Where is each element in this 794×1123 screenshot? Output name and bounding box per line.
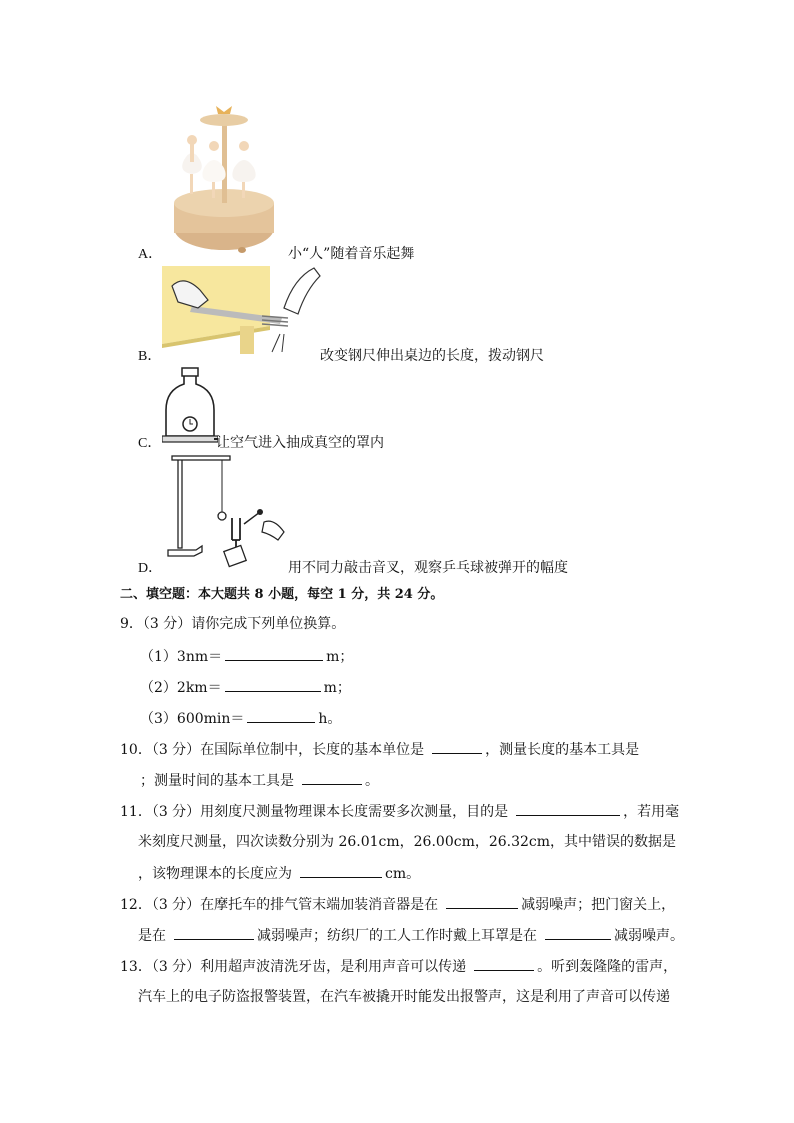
- q12-line2-mid: 减弱噪声；纺织厂的工人工作时戴上耳罩是在: [257, 928, 537, 944]
- q9-sub1-pre: （1）3nm＝: [140, 649, 223, 665]
- q12-blank-3[interactable]: [545, 925, 611, 940]
- q9-sub3-pre: （3）600min＝: [140, 711, 245, 727]
- q11-blank-2[interactable]: [300, 863, 382, 878]
- q9-sub1: [140, 646, 353, 667]
- q13-blank-1[interactable]: [474, 956, 534, 971]
- option-a-letter: A．: [138, 247, 163, 262]
- option-d-letter: D．: [138, 561, 163, 576]
- q11-post: ，若用毫: [623, 804, 680, 820]
- q11-line2: 米刻度尺测量，四次读数分别为 26.01cm，26.00cm，26.32cm，其中错误的数据是: [138, 834, 677, 850]
- bell-jar-alarm-clock-icon: [162, 366, 218, 446]
- q9-stem: 9．（3 分）请你完成下列单位换算。: [120, 616, 346, 632]
- q10-line2-pre: ；测量时间的基本工具是: [140, 773, 294, 789]
- option-c-letter: C．: [138, 436, 162, 451]
- q11-pre: 11．（3 分）用刻度尺测量物理课本长度需要多次测量，目的是: [120, 804, 509, 820]
- q9-sub2-pre: （2）2km＝: [140, 680, 222, 696]
- q11-line3-pre: ，该物理课本的长度应为: [138, 866, 292, 882]
- q12-blank-2[interactable]: [174, 925, 254, 940]
- q13-line1: [120, 956, 677, 977]
- q10-line2: [140, 770, 379, 791]
- q9-sub3-post: h。: [318, 711, 342, 727]
- q9-blank-3[interactable]: [247, 708, 315, 723]
- q9-blank-2[interactable]: [225, 677, 321, 692]
- music-box-dancers-icon: [160, 98, 288, 258]
- q9-sub1-post: m；: [326, 649, 354, 665]
- option-b-text: 改变钢尺伸出桌边的长度，拨动钢尺: [320, 348, 544, 364]
- q10-line2-post: 。: [365, 773, 379, 789]
- q10-blank-2[interactable]: [302, 770, 362, 785]
- q12-line2: [138, 925, 684, 946]
- q12-pre: 12．（3 分）在摩托车的排气管末端加装消音器是在: [120, 897, 439, 913]
- q12-line2-post: 减弱噪声。: [614, 928, 684, 944]
- q10-line1: [120, 739, 639, 760]
- q12-line2-pre: 是在: [138, 928, 166, 944]
- q11-blank-1[interactable]: [516, 801, 620, 816]
- option-d-text: 用不同力敲击音叉，观察乒乓球被弹开的幅度: [288, 560, 568, 576]
- q9-blank-1[interactable]: [225, 646, 323, 661]
- option-a-text: 小“人”随着音乐起舞: [288, 246, 415, 262]
- q13-line2: 汽车上的电子防盗报警装置，在汽车被撬开时能发出报警声，这是利用了声音可以传递: [138, 989, 670, 1005]
- option-c-text: 让空气进入抽成真空的罩内: [216, 435, 384, 451]
- q10-post: ，测量长度的基本工具是: [485, 742, 640, 758]
- tuning-fork-pingpong-icon: [160, 450, 290, 570]
- q13-pre: 13．（3 分）利用超声波清洗牙齿，是利用声音可以传递: [120, 959, 467, 975]
- q10-blank-1[interactable]: [432, 739, 482, 754]
- q13-post: 。听到轰隆隆的雷声，: [537, 959, 678, 975]
- q12-post: 减弱噪声；把门窗关上，: [521, 897, 676, 913]
- q12-blank-1[interactable]: [446, 894, 518, 909]
- q9-sub3: [140, 708, 341, 729]
- q9-sub2-post: m；: [323, 680, 351, 696]
- q11-line3: [138, 863, 420, 884]
- q10-pre: 10．（3 分）在国际单位制中，长度的基本单位是: [120, 742, 425, 758]
- q9-sub2: [140, 677, 351, 698]
- section-heading: 二、填空题：本大题共 8 小题，每空 1 分，共 24 分。: [120, 587, 444, 602]
- q12-line1: [120, 894, 675, 915]
- q11-line3-post: cm。: [385, 866, 421, 882]
- steel-ruler-table-icon: [162, 266, 322, 356]
- option-b-letter: B．: [138, 349, 162, 364]
- q11-line1: [120, 801, 679, 822]
